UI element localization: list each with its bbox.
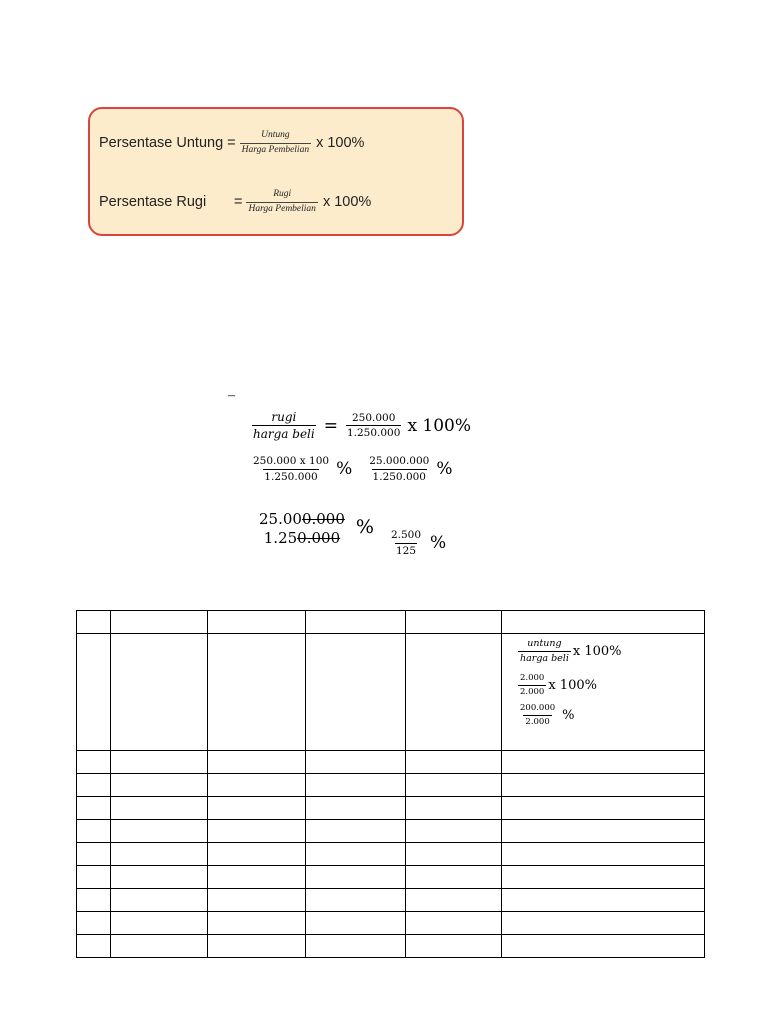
table-cell xyxy=(502,866,705,889)
table-cell xyxy=(111,820,208,843)
table-formula-1-numerator: untung xyxy=(527,638,562,649)
table-row xyxy=(77,820,705,843)
calc-1-value-numerator: 250.000 xyxy=(352,411,396,424)
calc-line-2 xyxy=(252,456,453,482)
table-row xyxy=(77,935,705,958)
table-cell xyxy=(502,751,705,774)
table-cell xyxy=(111,889,208,912)
table-cell xyxy=(77,935,111,958)
table-cell xyxy=(502,843,705,866)
calc-3a-denominator-kept: 1.25 xyxy=(263,529,298,547)
table-row xyxy=(77,866,705,889)
formula-rugi-denominator: Harga Pembelian xyxy=(248,203,316,214)
table-row xyxy=(77,751,705,774)
formula-untung-multiplier: x 100% xyxy=(316,135,365,151)
table-cell xyxy=(306,912,406,935)
table-cell xyxy=(208,866,306,889)
table-formula-2-multiplier: x 100% xyxy=(548,677,597,693)
table-formula-fraction-1 xyxy=(518,639,571,663)
table-cell xyxy=(306,935,406,958)
table-cell xyxy=(208,935,306,958)
table-cell xyxy=(306,774,406,797)
calc-3a-denominator xyxy=(261,529,343,546)
table-cell xyxy=(111,611,208,634)
table-row xyxy=(77,843,705,866)
table-cell xyxy=(406,634,502,751)
formula-rugi-label: Persentase Rugi xyxy=(99,194,207,210)
table-cell xyxy=(111,634,208,751)
table-cell xyxy=(208,843,306,866)
table-cell xyxy=(208,912,306,935)
calc-3b-numerator: 2.500 xyxy=(390,529,422,541)
dash-mark: – xyxy=(228,388,235,403)
table-cell xyxy=(111,843,208,866)
table-formula-line-1 xyxy=(518,636,704,666)
table-formula-2-numerator: 2.000 xyxy=(520,673,545,683)
table-cell xyxy=(502,611,705,634)
table-cell xyxy=(208,774,306,797)
calc-1-fraction-rugi xyxy=(252,411,316,440)
table-cell xyxy=(406,751,502,774)
table-row xyxy=(77,912,705,935)
table-cell xyxy=(77,751,111,774)
formula-rugi-multiplier: x 100% xyxy=(322,194,372,210)
calc-1-fraction-values xyxy=(346,413,401,439)
table-formula-1-multiplier: x 100% xyxy=(572,643,622,659)
calc-2-fraction-a xyxy=(252,456,330,482)
table-cell xyxy=(77,912,111,935)
table-row xyxy=(77,889,705,912)
table-cell xyxy=(306,843,406,866)
table-cell xyxy=(406,820,502,843)
table-cell xyxy=(111,912,208,935)
table-cell xyxy=(406,866,502,889)
calc-3b-denominator: 125 xyxy=(395,544,417,557)
table-cell xyxy=(208,611,306,634)
calc-3b-percent: % xyxy=(430,533,447,553)
calc-1-equals: = xyxy=(323,415,338,436)
calc-1-value-denominator: 1.250.000 xyxy=(346,427,401,439)
formula-rugi-fraction xyxy=(246,190,317,214)
table-formula-1-denominator: harga beli xyxy=(520,652,569,664)
calc-2a-numerator: 250.000 x 100 xyxy=(253,455,330,467)
table-cell xyxy=(502,797,705,820)
calc-2a-percent: % xyxy=(336,459,353,479)
table-cell xyxy=(208,634,306,751)
table-cell xyxy=(306,634,406,751)
table-header-row xyxy=(77,611,705,634)
calc-1-denominator: harga beli xyxy=(253,427,315,441)
table-cell xyxy=(406,843,502,866)
table-cell xyxy=(77,866,111,889)
table-cell xyxy=(502,935,705,958)
table-cell xyxy=(502,774,705,797)
calc-1-multiplier: x 100% xyxy=(407,415,472,436)
table-cell xyxy=(208,889,306,912)
table-cell xyxy=(406,889,502,912)
table-formula-3-denominator: 2.000 xyxy=(525,716,550,727)
table-cell xyxy=(406,611,502,634)
table-formula-2-denominator: 2.000 xyxy=(520,686,545,697)
formula-untung-numerator: Untung xyxy=(261,130,290,140)
table-cell xyxy=(111,774,208,797)
formula-untung-denominator: Harga Pembelian xyxy=(241,144,310,155)
formula-rugi-numerator: Rugi xyxy=(273,189,292,199)
table-row xyxy=(77,774,705,797)
calc-2-fraction-b xyxy=(368,456,430,482)
calc-2b-percent: % xyxy=(436,459,453,479)
table-cell xyxy=(77,634,111,751)
calc-2a-denominator: 1.250.000 xyxy=(264,470,318,483)
formula-box xyxy=(88,107,464,236)
table-cell xyxy=(111,935,208,958)
table-formula-line-3 xyxy=(518,700,704,730)
formula-untung xyxy=(99,131,364,155)
calc-3a-denominator-struck: 0.000 xyxy=(297,529,341,547)
table-cell xyxy=(406,912,502,935)
table-row xyxy=(77,634,705,751)
table-formula-line-2 xyxy=(518,670,704,700)
table-formula-3-percent: % xyxy=(562,707,575,723)
table-row xyxy=(77,797,705,820)
table-cell xyxy=(77,774,111,797)
table-cell xyxy=(406,797,502,820)
table-cell xyxy=(77,611,111,634)
table-cell xyxy=(306,820,406,843)
calc-2b-denominator: 1.250.000 xyxy=(372,470,426,483)
data-table xyxy=(76,610,705,958)
formula-untung-label: Persentase Untung xyxy=(99,135,224,151)
table-cell xyxy=(77,797,111,820)
table-cell xyxy=(502,889,705,912)
calc-3a-numerator-kept: 25.00 xyxy=(259,510,302,528)
formula-rugi-equals: = xyxy=(234,194,243,210)
table-cell xyxy=(306,889,406,912)
calc-line-1 xyxy=(252,411,471,440)
table-cell xyxy=(306,866,406,889)
table-formula-cell xyxy=(502,634,705,751)
table-cell xyxy=(111,751,208,774)
calc-3a-percent: % xyxy=(355,516,374,538)
calc-2b-numerator: 25.000.000 xyxy=(369,455,430,467)
table-cell xyxy=(406,774,502,797)
table-cell xyxy=(208,797,306,820)
table-formula-3-numerator: 200.000 xyxy=(520,703,556,713)
table-cell xyxy=(208,751,306,774)
table-cell xyxy=(306,797,406,820)
table-cell xyxy=(77,820,111,843)
table-cell xyxy=(502,820,705,843)
formula-rugi xyxy=(99,190,371,214)
table-cell xyxy=(77,843,111,866)
calc-3a-numerator xyxy=(256,512,348,529)
table-cell xyxy=(406,935,502,958)
table-formula-fraction-2 xyxy=(518,674,546,696)
calc-line-3 xyxy=(256,502,446,556)
calc-1-numerator: rugi xyxy=(271,410,297,424)
table-cell xyxy=(208,820,306,843)
calc-3-fraction-b xyxy=(390,530,422,556)
table-cell xyxy=(306,751,406,774)
calc-3-fraction-struck xyxy=(256,512,348,546)
table-cell xyxy=(111,866,208,889)
table-cell xyxy=(502,912,705,935)
formula-untung-equals: = xyxy=(227,135,236,151)
table-formula-fraction-3 xyxy=(518,704,557,726)
table-cell xyxy=(77,889,111,912)
table-cell xyxy=(111,797,208,820)
table-cell xyxy=(306,611,406,634)
calc-3a-numerator-struck: 0.000 xyxy=(301,510,345,528)
formula-untung-fraction xyxy=(240,131,311,155)
